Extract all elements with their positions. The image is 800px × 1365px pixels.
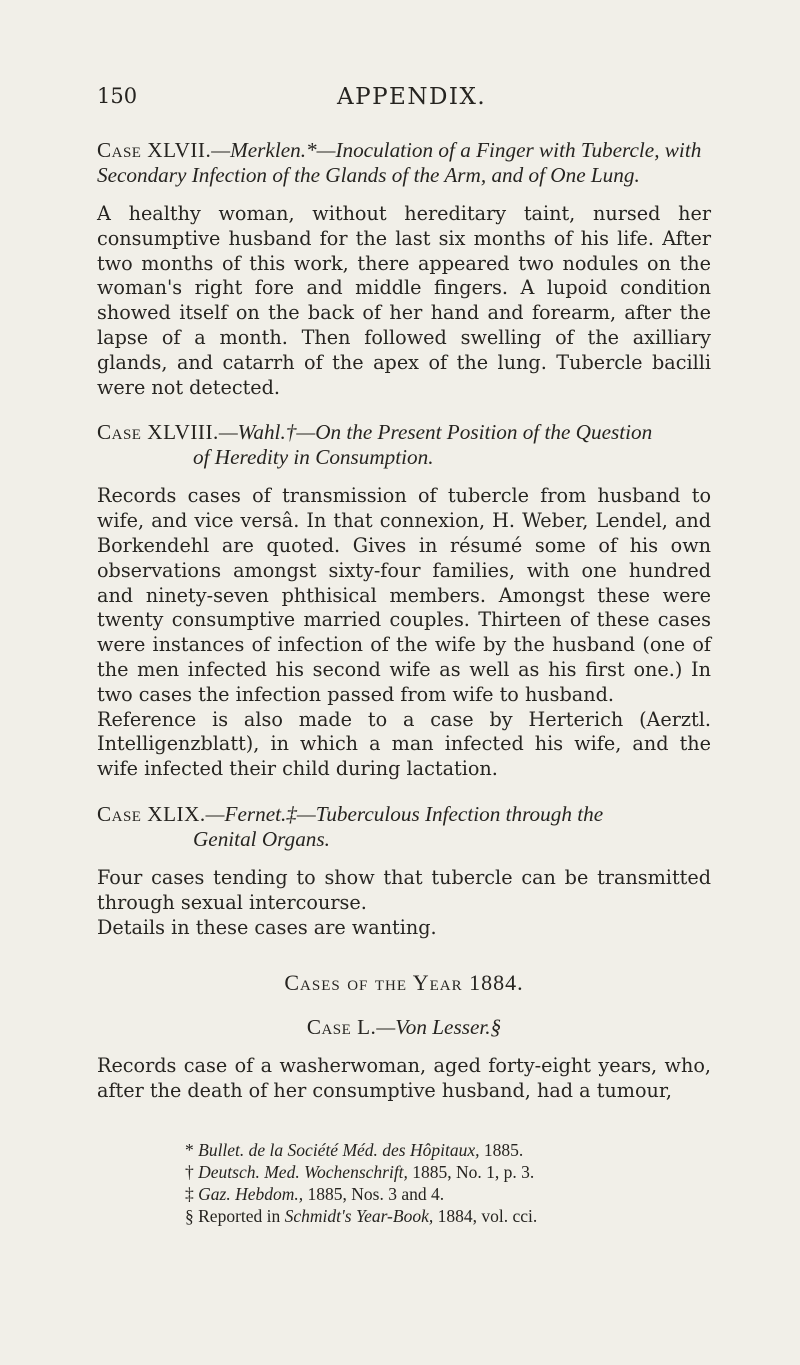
running-title: APPENDIX. bbox=[337, 84, 487, 110]
page-body bbox=[97, 138, 711, 1104]
case-label: Case XLVII. bbox=[97, 138, 212, 162]
case-xlviii-heading bbox=[97, 420, 711, 470]
footnote: * Bullet. de la Société Méd. des Hôpitaux, 1885. bbox=[185, 1140, 524, 1160]
case-author: —Von Lesser.§ bbox=[376, 1015, 502, 1040]
footnote: § Reported in Schmidt's Year-Book, 1884, vol. cci. bbox=[185, 1206, 538, 1226]
case-label: Case XLVIII. bbox=[97, 420, 219, 445]
footnote: † Deutsch. Med. Wochenschrift, 1885, No. 1, p. 3. bbox=[185, 1162, 535, 1182]
case-label: Case XLIX. bbox=[97, 801, 206, 826]
case-author: —Wahl.†— bbox=[218, 420, 316, 445]
case-xlix-paragraph-1: Four cases tending to show that tubercle can be transmitted through sexual intercourse. bbox=[97, 865, 711, 914]
case-title-line2: of Heredity in Consumption. bbox=[193, 445, 434, 470]
case-l-heading bbox=[97, 1015, 711, 1040]
case-xlvii-paragraph: A healthy woman, without hereditary taint, nursed her consumptive husband for the last six months of his life. After two months of this work, there appeared two nodules on the woman's right fore and middle fingers. A lupoid condition showed itself on the back of her hand and forearm, after the lapse of a month. Then followed swelling of the axilliary glands, and catarrh of the apex of the lung. Tubercle bacilli were not detected. bbox=[97, 202, 711, 399]
page-number: 150 bbox=[97, 84, 138, 108]
footnotes bbox=[185, 1139, 725, 1227]
case-author: —Fernet.‡— bbox=[205, 801, 316, 826]
running-head bbox=[97, 84, 717, 114]
case-xlviii-paragraph-1: Records cases of transmission of tubercle from husband to wife, and vice versâ. In that connexion, H. Weber, Lendel, and Borkendehl are quoted. Gives in résumé some of his own observations amongst sixty-four families, with one hundred and ninety-seven phthisical members. Amongst these were twenty consumptive married couples. Thirteen of these cases were instances of infection of the wife by the husband (one of the men infected his second wife as well as his first one.) In two cases the infection passed from wife to husband. bbox=[97, 484, 711, 706]
case-l-paragraph: Records case of a washerwoman, aged forty-eight years, who, after the death of her consumptive husband, had a tumour, bbox=[97, 1054, 711, 1103]
case-title-line1: Tuberculous Infection through the bbox=[315, 801, 604, 826]
case-xlviii-paragraph-2: Reference is also made to a case by Herterich (Aerztl. Intelligenzblatt), in which a man infected his wife, and the wife infected their child during lactation. bbox=[97, 707, 711, 781]
section-title: Cases of the Year 1884. bbox=[284, 970, 524, 996]
case-title-line2: Genital Organs. bbox=[193, 826, 330, 851]
case-xlvii-heading bbox=[97, 138, 711, 188]
case-title: Inoculation of a Finger with Tubercle, with Secondary Infection of the Glands of the Arm, and of One Lung. bbox=[97, 138, 702, 187]
case-title-line1: On the Present Position of the Question bbox=[315, 420, 653, 445]
footnote: ‡ Gaz. Hebdom., 1885, Nos. 3 and 4. bbox=[185, 1184, 445, 1204]
case-label: Case L. bbox=[306, 1015, 377, 1040]
case-xlix-paragraph-2: Details in these cases are wanting. bbox=[97, 915, 437, 939]
case-xlix-heading bbox=[97, 802, 711, 852]
case-author: —Merklen.*— bbox=[211, 138, 336, 162]
